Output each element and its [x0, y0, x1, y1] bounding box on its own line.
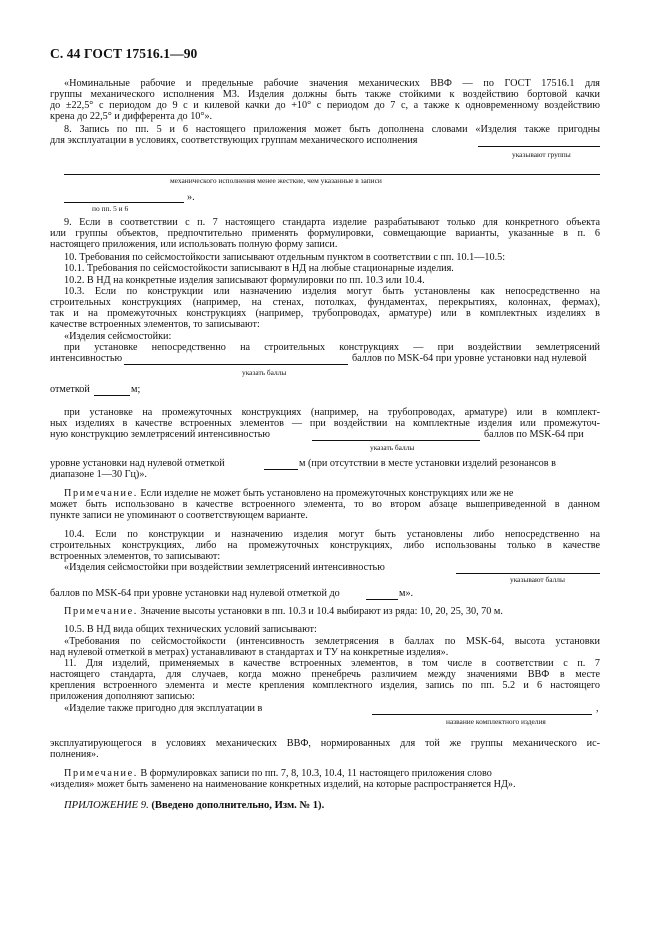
text-line: над нулевой отметкой в метрах) устанавливают в стандартах и ТУ на конкретные изделия».: [50, 647, 449, 658]
caption: указать баллы: [242, 368, 287, 377]
text-line: 10.4. Если по конструкции и назначению изделия могут быть установлены либо непосредственно на: [64, 529, 600, 540]
caption: механического исполнения менее жесткие, чем указанные в записи: [170, 176, 382, 185]
text-line: приложения дополняют записью:: [50, 691, 195, 702]
text-line: до ±22,5° с периодом до 9 с и килевой качки до +10° с периодом до 7 с, а также к одновременному воздействию: [50, 100, 600, 111]
note-text: Значение высоты установки в пп. 10.3 и 10.4 выбирают из ряда: 10, 20, 25, 30, 70 м.: [140, 606, 503, 617]
text-line: при установке на промежуточных конструкциях (например, на трубопроводах, арматуре) или в комплект-: [64, 407, 600, 418]
text-line: 10.3. Если по конструкции или назначению изделия могут быть установлены как непосредственно на: [64, 286, 600, 297]
note-text: Если изделие не может быть установлено на промежуточных конструкциях или же не: [140, 488, 514, 499]
appendix-line: [64, 800, 324, 811]
text-line: или группы объектов, предпочтительно применять формулировки, совмещающие варианты, указанные в п. 6: [50, 228, 600, 239]
text-line: м (при отсутствии в месте установки изделий резонансов в: [299, 458, 556, 469]
fill-blank: [64, 202, 184, 203]
text-line: эксплуатирующегося в условиях механических ВВФ, нормированных для той же группы механического ис-: [50, 738, 600, 749]
text-line: 10.2. В НД на конкретные изделия записывают формулировки по пп. 10.3 или 10.4.: [64, 275, 425, 286]
text-line: диапазоне 1—30 Гц)».: [50, 469, 147, 480]
text-line: 8. Запись по пп. 5 и 6 настоящего приложения может быть дополнена словами «Изделия также пригодны: [64, 124, 600, 135]
text-line: встроенных элементов, то записывают:: [50, 551, 221, 562]
text-line: «Требования по сейсмостойкости (интенсивность землетрясения в баллах по MSK-64, высота установки: [64, 636, 600, 647]
text-line: 11. Для изделий, применяемых в качестве встроенных элементов, в том числе в соответствии с п. 7: [64, 658, 600, 669]
text-line: крена до 22,5° и дифферента до 10°».: [50, 111, 213, 122]
text-line: строительных конструкциях (например, на стенах, потолках, фундаментах, перекрытиях, колоннах, фермах),: [50, 297, 600, 308]
text-line: для эксплуатации в условиях, соответствующих группам механического исполнения: [50, 135, 418, 146]
text-line: 10. Требования по сейсмостойкости записывают отдельным пунктом в соответствии с пп. 10.1—10.5:: [64, 252, 506, 263]
text-line: «Изделия сейсмостойки:: [64, 331, 172, 342]
text-line: интенсивностью: [50, 353, 123, 364]
text-line: полнения».: [50, 749, 99, 760]
text-line: «Изделие также пригодно для эксплуатации в: [64, 703, 263, 714]
appendix-title: ПРИЛОЖЕНИЕ 9.: [64, 800, 149, 811]
caption: название комплектного изделия: [446, 717, 546, 726]
text-line: баллов по MSK-64 при: [484, 429, 584, 440]
fill-blank: [124, 364, 348, 365]
fill-blank: [478, 146, 600, 147]
text-line: уровне установки над нулевой отметкой: [50, 458, 225, 469]
text-line: 10.5. В НД вида общих технических условий записывают:: [64, 624, 317, 635]
note-text: В формулировках записи по пп. 7, 8, 10.3, 10.4, 11 настоящего приложения слово: [140, 768, 492, 779]
fill-blank: [366, 599, 398, 600]
fill-blank: [94, 395, 130, 396]
fill-blank: [372, 714, 592, 715]
note-line: [64, 488, 513, 499]
note-line: [64, 768, 492, 779]
text-line: м».: [399, 588, 414, 599]
caption: указывают группы: [512, 150, 571, 159]
text-line: «Номинальные рабочие и предельные рабочие значения механических ВВФ — по ГОСТ 17516.1 для: [64, 78, 600, 89]
note-label: Примечание.: [64, 768, 138, 779]
fill-blank: [456, 573, 600, 574]
note-line: [64, 606, 503, 617]
text-line: ных изделиях в качестве встроенных элементов — при воздействии на комплектные изделия или промежуточ-: [50, 418, 600, 429]
text-line: при установке непосредственно на строительных конструкциях — при воздействии землетрясений: [64, 342, 600, 353]
text-line: баллов по MSK-64 при уровне установки над нулевой: [352, 353, 587, 364]
text-line: настоящего стандарта, для случаев, когда можно пренебречь различием между значениями ВВФ в месте: [50, 669, 600, 680]
text-line: качестве встроенных элементов, то записывают:: [50, 319, 260, 330]
text-line: 9. Если в соответствии с п. 7 настоящего стандарта изделие разрабатывают только для конкретного объекта: [64, 217, 600, 228]
appendix-note: (Введено дополнительно, Изм. № 1).: [151, 800, 325, 811]
text-line: строительных конструкциях, либо на промежуточных конструкциях, либо использованы только в качестве: [50, 540, 600, 551]
caption: указать баллы: [370, 443, 415, 452]
fill-blank: [64, 174, 600, 175]
fill-blank: [264, 469, 298, 470]
text-line: отметкой: [50, 384, 90, 395]
note-label: Примечание.: [64, 488, 138, 499]
caption: по пп. 5 и 6: [92, 204, 129, 213]
text-line: крепления встроенного элемента и месте крепления комплектного изделия, запись по пп. 5.2 и 6 настоящего: [50, 680, 600, 691]
fill-blank: [312, 440, 480, 441]
text-line: ».: [187, 192, 195, 203]
text-line: баллов по MSK-64 при уровне установки над нулевой отметкой до: [50, 588, 340, 599]
note-label: Примечание.: [64, 606, 138, 617]
text-line: группы механического исполнения М3. Изделия должны быть также стойкими к воздействию бортовой качки: [50, 89, 600, 100]
text-line: так и на промежуточных конструкциях (например, трубопроводах, арматуре) или в комплектных изделиях в: [50, 308, 600, 319]
text-line: может быть использовано в качестве встроенного элемента, то во втором абзаце вышеприведенной в данном: [50, 499, 600, 510]
text-line: «Изделия сейсмостойки при воздействии землетрясений интенсивностью: [64, 562, 385, 573]
text-line: пункте записи не упоминают о соответствующем варианте.: [50, 510, 308, 521]
text-line: настоящего приложения, или использовать полную форму записи.: [50, 239, 338, 250]
text-line: ную конструкцию землетрясений интенсивностью: [50, 429, 271, 440]
text-line: «изделия» может быть заменено на наименование конкретных изделий, на которые распространяется НД».: [50, 779, 516, 790]
caption: указывают баллы: [510, 575, 565, 584]
page-header: С. 44 ГОСТ 17516.1—90: [50, 46, 198, 61]
text-line: м;: [131, 384, 141, 395]
text-line: ,: [596, 703, 599, 714]
text-line: 10.1. Требования по сейсмостойкости записывают в НД на любые стационарные изделия.: [64, 263, 454, 274]
